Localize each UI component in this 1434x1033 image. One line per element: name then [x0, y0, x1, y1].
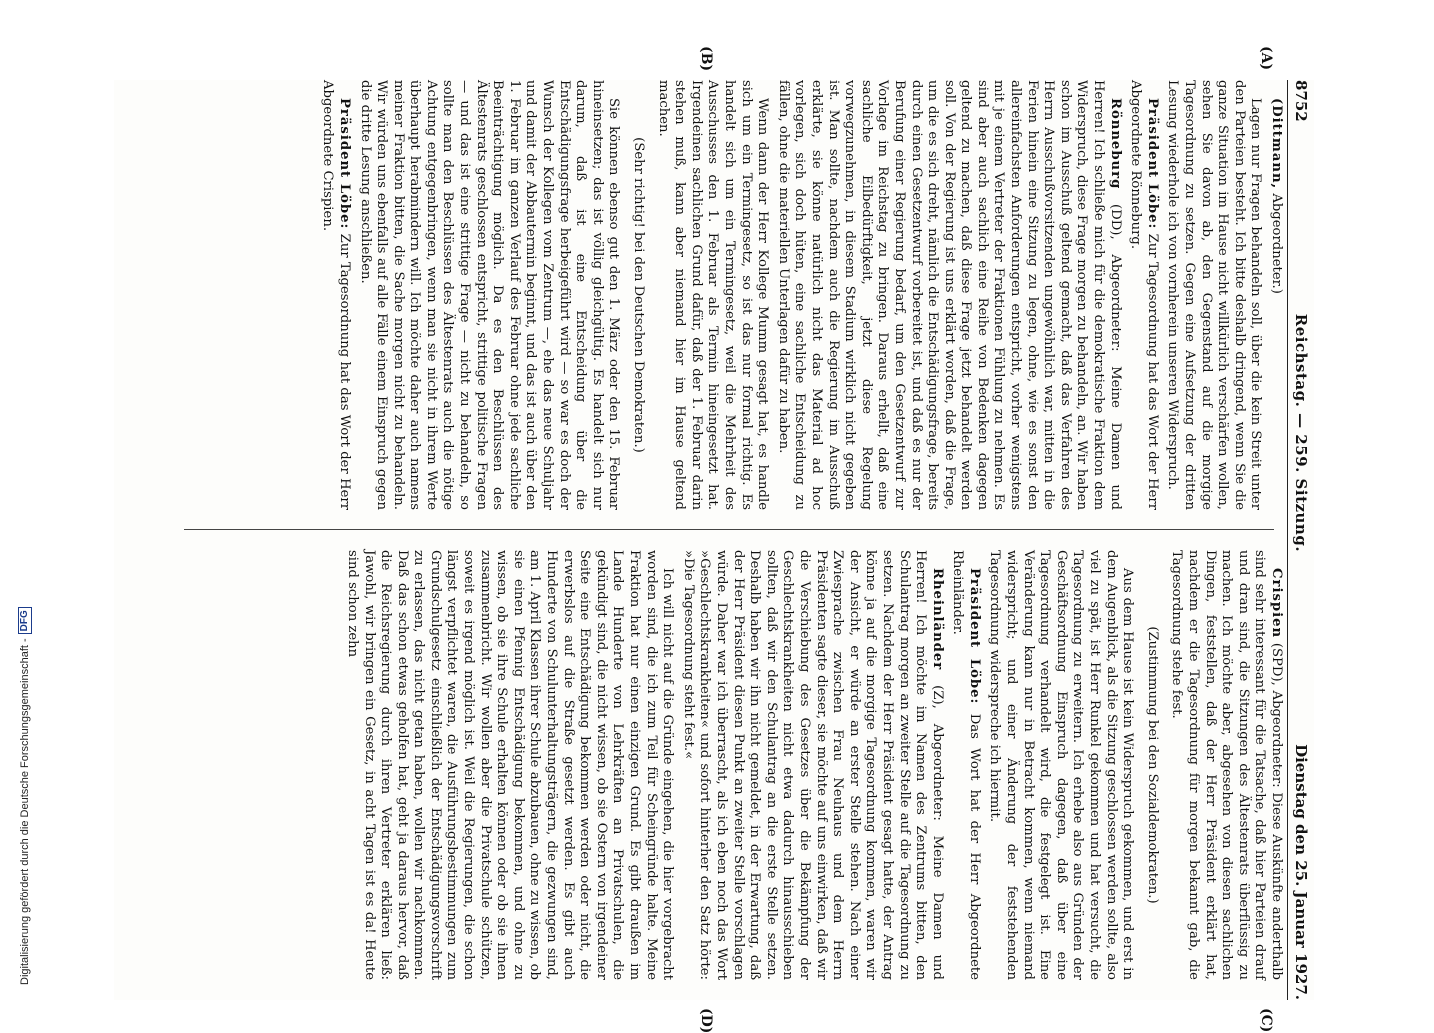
- paragraph-text: Lagen nur Fragen behandeln soll, über die kein Streit unter den Parteien besteht. Ich bitte deshalb dringend, wenn Sie die ganze Situation im Hause nicht willkürlich verschärfen wollen, sehen Sie davon ab, den Gegenstand auf die morgige Tagesordnung zu setzen. Gegen eine Aufsetzung der dritten Lesung wiederhole ich von vornherein unseren Widerspruch.: [1165, 80, 1264, 510]
- margin-letter-d: (D): [698, 1008, 714, 1033]
- speaker-name: Crispien: [1269, 568, 1284, 639]
- paragraph-text: Sie können ebenso gut den 1. März oder den 15. Februar hineinsetzen; das ist völlig gleichgültig. Es handelt sich nur darum, daß ist eine Entscheidung über die Entschädigungsfrage herbeigeführt wird — so war es doch der Wunsch der Kollegen vom Zentrum —, ehe das neue Schuljahr und damit der Abbautermin beginnt, und das ist auch über den 1. Februar im ganzen Verlauf des Februar ohne jede sachliche Beeinträchtigung möglich. Da es den Beschlüssen des Ältestenrats geschlossen entspricht, strittige politische Fragen — und das ist eine strittige Frage — nicht zu behandeln, so sollte man den Beschlüssen des Ältestenrats auch die nötige Achtung entgegenbringen, wenn man sie nicht in ihrem Werte überhaupt herabmindern will. Ich möchte daher auch namens meiner Fraktion bitten, die Sache morgen nicht zu behandeln. Wir würden uns ebenfalls auf alle Fälle einem Einspruch gegen die dritte Lesung anschließen.: [357, 80, 622, 510]
- page-number: 8752: [1292, 80, 1310, 122]
- dfg-logo: DFG: [18, 607, 32, 634]
- paragraph-text: (Zustimmung bei den Sozialdemokraten.): [1144, 626, 1160, 904]
- rotated-document-sheet: [114, 46, 1314, 1033]
- speaker-name: Rönneburg: [1107, 98, 1123, 190]
- paragraph: [1143, 550, 1160, 980]
- paragraph: [356, 80, 622, 510]
- paragraph-text: (SPD), Abgeordneter: Diese Auskünfte anderthalb sind sehr interessant für die Tatsache, daß hier Parteien drauf und dran sind, die Sitzungen des Ältestenrats überflüssig zu machen. Ich möchte aber, abgesehen von diesen sachlichen Dingen, feststellen, daß der Herr Präsident erklärt hat, nachdem er die Tagesordnung für morgen bekannt gab, die Tagesordnung stehe fest.: [1169, 550, 1284, 980]
- header-title: Reichstag. — 259. Sitzung.: [1292, 313, 1310, 553]
- left-column: [315, 80, 1284, 510]
- margin-letter-a: (A): [1258, 46, 1274, 71]
- speaker-name: Präsident Löbe:: [336, 98, 352, 230]
- paragraph-text: (Sehr richtig! bei den Deutschen Demokraten.): [631, 137, 647, 453]
- paragraph-text: Ich will nicht auf die Gründe eingehen, die hier vorgebracht worden sind, die ich zum Teil für Scheingründe halte. Meine Fraktion hat nur einen einzigen Grund. Es gibt draußen im Lande Hunderte von Lehrkräften an Privatschulen, die gekündigt sind, die nicht wissen, ob sie Ostern von irgendeiner Seite eine Entschädigung bekommen werden oder nicht, die erwerbslos auf die Straße gesetzt werden. Es gibt auch Hunderte von Schulunterhaltungsträgern, die gezwungen sind, am 1. April Klassen ihrer Schule abzubauen, ohne zu wissen, ob sie einen Pfennig Entschädigung bekommen, und ohne zu wissen, ob sie ihre Schule erhalten können oder ob sie ihnen zusammenbricht. Wir wollen aber die Privatschule schützen, soweit es irgend möglich ist. Weil die Regierungen, die schon längst verpflichtet waren, die Ausführungsbestimmungen zum Grundschulgesetz einschließlich der Entschädigungsvorschrift zu erlassen, das nicht getan haben, wollen wir nachkommen. Daß das schon etwas geholfen hat, geht ja daraus hervor, daß die Reichsregierung durch ihren Vertreter erklären ließ: Jawohl, wir bringen ein Gesetz, in acht Tagen ist es da! Heute sind schon zehn: [344, 550, 676, 980]
- paragraph: [679, 550, 945, 980]
- speaker-name: (Dittmann,: [1269, 98, 1284, 190]
- paragraph: [774, 80, 1122, 510]
- paragraph: [986, 550, 1135, 980]
- paragraph-text: Das Wort hat der Herr Abgeordnete Rheinländer.: [950, 550, 982, 980]
- running-header: [1288, 80, 1314, 1000]
- header-date: Dienstag den 25. Januar 1927.: [1292, 744, 1310, 1000]
- speaker-name: Präsident Löbe:: [966, 568, 982, 705]
- paragraph-text: (Z), Abgeordneter: Meine Damen und Herren! Ich möchte im Namen des Zentrums bitten, den Schulantrag morgen an zweiter Stelle auf die Tagesordnung zu setzen. Nachdem der Herr Präsident gesagt hatte, der Antrag könne ja auf die morgige Tagesordnung kommen, waren wir der Ansicht, er würde an erster Stelle stehen. Nach einer Zwiesprache zwischen Frau Neuhaus und dem Herrn Präsidenten sagte dieser, sie möchte auf uns einwirken, daß wir die Verschiebung des Gesetzes über die Bekämpfung der Geschlechtskrankheiten nicht etwa dadurch hinausschieben sollten, daß wir den Schulantrag an die erste Stelle setzen. Deshalb haben wir ihn nicht gemeldet, in der Erwartung, daß der Herr Präsident diesen Punkt an zweiter Stelle vorschlagen würde. Daher war ich überrascht, als ich eben noch das Wort »Geschlechtskrankheiten« und sofort hinterher den Satz hörte: »Die Tagesordnung steht fest.«: [680, 550, 945, 980]
- speaker-name: Rheinländer: [929, 568, 945, 671]
- paragraph: [319, 80, 352, 510]
- paragraph: [1267, 80, 1284, 510]
- margin-letter-c: (C): [1258, 1008, 1274, 1033]
- paragraph: [629, 80, 646, 510]
- paragraph-text: Abgeordneter.): [1269, 193, 1284, 294]
- header-rule: [1287, 80, 1288, 1000]
- paragraph: [654, 80, 770, 510]
- paragraph: [343, 550, 675, 980]
- paragraph: [1164, 80, 1264, 510]
- credit-text: Digitalisierung gefördert durch die Deutsche Forschungsgemeinschaft -: [19, 638, 31, 985]
- paragraph: [1127, 80, 1160, 510]
- speaker-name: Präsident Löbe:: [1144, 98, 1160, 230]
- paragraph: [949, 550, 982, 980]
- column-divider: [184, 529, 1274, 530]
- margin-letter-b: (B): [698, 46, 714, 72]
- digitization-credit: [16, 0, 34, 985]
- paragraph-text: Zur Tagesordnung hat das Wort der Herr Abgeordnete Rönneburg.: [1128, 80, 1160, 510]
- paragraph-text: Aus dem Hause ist kein Widerspruch gekommen, und erst in dem Augenblick, als die Sitzung geschlossen werden sollte, also viel zu spät, ist Herr Runkel gekommen und hat versucht, die Tagesordnung zu erweitern. Ich erhebe also aus Gründen der Geschäftsordnung Einspruch dagegen, daß über eine Tagesordnung verhandelt wird, die festgelegt ist. Eine Veränderung kann nur in Betracht kommen, wenn niemand widerspricht; und einer Änderung der feststehenden Tagesordnung widerspreche ich hiermit.: [987, 550, 1136, 980]
- right-column: [339, 550, 1284, 980]
- paragraph: [1168, 550, 1284, 980]
- paragraph-text: (DD), Abgeordneter: Meine Damen und Herren! Ich schließe mich für die demokratische Fraktion dem Widerspruch, diese Frage morgen zu behandeln, an. Wir haben schon im Ausschuß geltend gemacht, daß das Verfahren des Herrn Ausschußvorsitzenden ungewöhnlich war, mitten in die Ferien hinein eine Sitzung zu legen, ohne, wie es sonst den allereinfachsten Anforderungen entspricht, vorher wenigstens mit je einem Vertreter der Fraktionen Fühlung zu nehmen. Es sind aber auch sachlich eine Reihe von Bedenken dagegen geltend zu machen, daß diese Frage jetzt behandelt werden soll. Von der Regierung ist uns erklärt worden, daß die Frage, um die es sich dreht, nämlich die Entschädigungsfrage, bereits durch einen Gesetzentwurf vorbereitet ist, und daß es nur der Berufung einer Regierung bedarf, um den Gesetzentwurf zur Vorlage im Reichstag zu bringen. Daraus erhellt, daß eine sachliche Eilbedürftigkeit, jetzt diese Regelung vorwegzunehmen, in diesem Stadium wirklich nicht gegeben ist. Man sollte, nachdem auch die Regierung im Ausschuß erklärte, sie könne natürlich nicht das Material ad hoc vorlegen, sich doch hüten, eine sachliche Entscheidung zu fällen, ohne die materiellen Unterlagen dafür zu haben.: [775, 80, 1123, 510]
- paragraph-text: Zur Tagesordnung hat das Wort der Herr Abgeordnete Crispien.: [320, 80, 352, 510]
- paragraph-text: Wenn dann der Herr Kollege Mumm gesagt hat, es handle sich um ein Termingesetz, so ist das nur formal richtig. Es handelt sich um ein Termingesetz, weil die Mehrheit des Ausschusses den 1. Februar als Termin hineingesetzt hat. Irgendeinen sachlichen Grund dafür, daß der 1. Februar darin stehen muß, kann aber niemand hier im Hause geltend machen.: [655, 80, 771, 510]
